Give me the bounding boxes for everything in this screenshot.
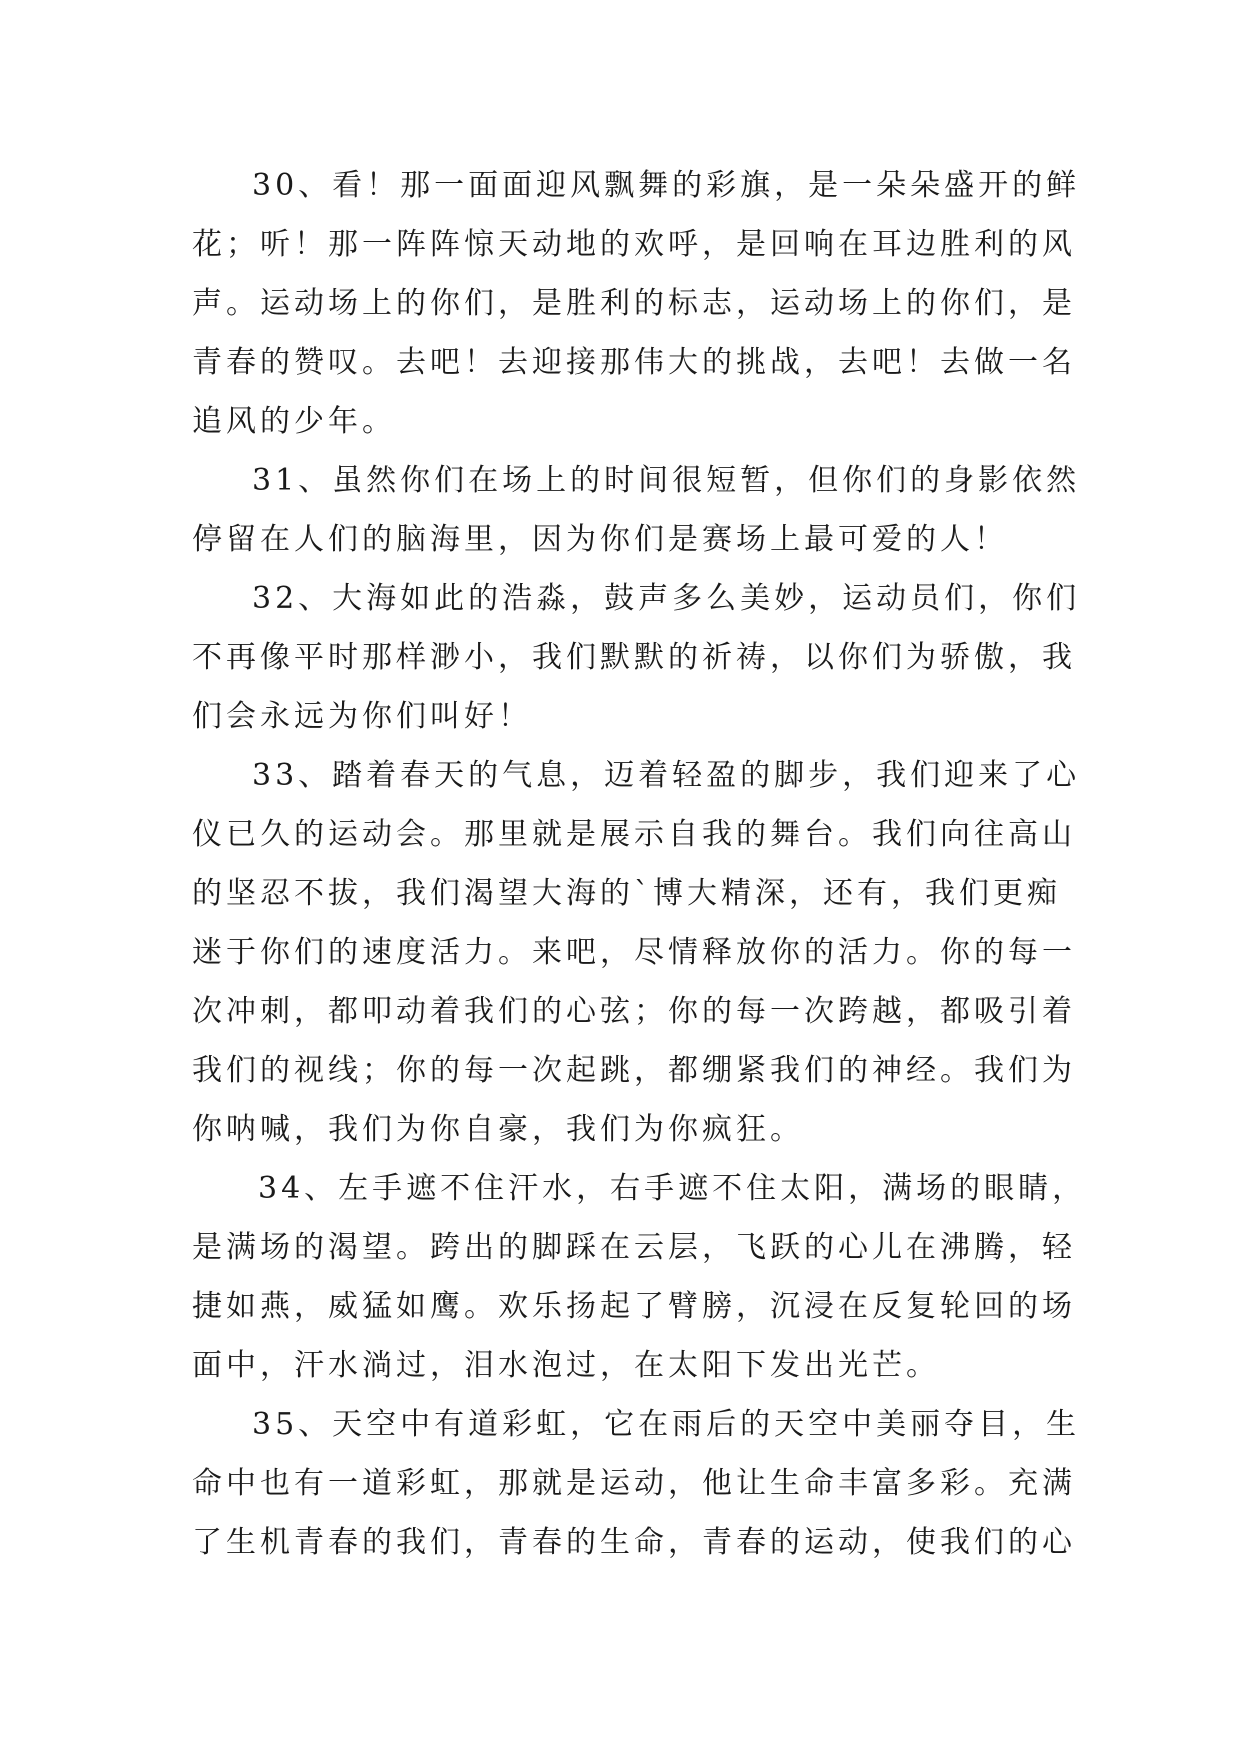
paragraph-line: 是满场的渴望。跨出的脚踩在云层，飞跃的心儿在沸腾，轻 (192, 1230, 1076, 1265)
paragraph-line: 停留在人们的脑海里，因为你们是赛场上最可爱的人！ (192, 522, 1008, 557)
paragraph-line: 35、天空中有道彩虹，它在雨后的天空中美丽夺目，生 (252, 1407, 1081, 1442)
paragraph-line: 了生机青春的我们，青春的生命，青春的运动，使我们的心 (192, 1525, 1076, 1560)
paragraph-line: 声。运动场上的你们，是胜利的标志，运动场上的你们，是 (192, 286, 1076, 321)
paragraph-line: 青春的赞叹。去吧！去迎接那伟大的挑战，去吧！去做一名 (192, 345, 1076, 380)
paragraph-line: 我们的视线；你的每一次起跳，都绷紧我们的神经。我们为 (192, 1053, 1076, 1088)
paragraph-line: 花；听！那一阵阵惊天动地的欢呼，是回响在耳边胜利的风 (192, 227, 1076, 262)
paragraph-32 (192, 569, 1081, 746)
paragraph-33 (192, 746, 1081, 1159)
paragraph-line: 不再像平时那样渺小，我们默默的祈祷，以你们为骄傲，我 (192, 640, 1076, 675)
paragraph-line: 捷如燕，威猛如鹰。欢乐扬起了臂膀，沉浸在反复轮回的场 (192, 1289, 1076, 1324)
paragraph-line: 34、左手遮不住汗水，右手遮不住太阳，满场的眼睛， (258, 1171, 1087, 1206)
paragraph-line: 33、踏着春天的气息，迈着轻盈的脚步，我们迎来了心 (252, 758, 1081, 793)
paragraph-line: 31、虽然你们在场上的时间很短暂，但你们的身影依然 (252, 463, 1081, 498)
paragraph-line: 追风的少年。 (192, 404, 396, 439)
paragraph-line: 们会永远为你们叫好！ (192, 699, 532, 734)
paragraph-line: 你呐喊，我们为你自豪，我们为你疯狂。 (192, 1112, 804, 1147)
paragraph-line: 迷于你们的速度活力。来吧，尽情释放你的活力。你的每一 (192, 935, 1076, 970)
paragraph-line: 次冲刺，都叩动着我们的心弦；你的每一次跨越，都吸引着 (192, 994, 1076, 1029)
paragraph-35 (192, 1395, 1081, 1572)
paragraph-34 (192, 1159, 1087, 1395)
paragraph-line: 的坚忍不拔，我们渴望大海的`博大精深，还有，我们更痴 (192, 876, 1061, 911)
document-body (192, 156, 1087, 1572)
paragraph-31 (192, 451, 1081, 569)
paragraph-line: 面中，汗水淌过，泪水泡过，在太阳下发出光芒。 (192, 1348, 940, 1383)
paragraph-line: 32、大海如此的浩淼，鼓声多么美妙，运动员们，你们 (252, 581, 1081, 616)
paragraph-line: 命中也有一道彩虹，那就是运动，他让生命丰富多彩。充满 (192, 1466, 1076, 1501)
paragraph-line: 30、看！那一面面迎风飘舞的彩旗，是一朵朵盛开的鲜 (252, 168, 1081, 203)
paragraph-line: 仪已久的运动会。那里就是展示自我的舞台。我们向往高山 (192, 817, 1076, 852)
paragraph-30 (192, 156, 1081, 451)
